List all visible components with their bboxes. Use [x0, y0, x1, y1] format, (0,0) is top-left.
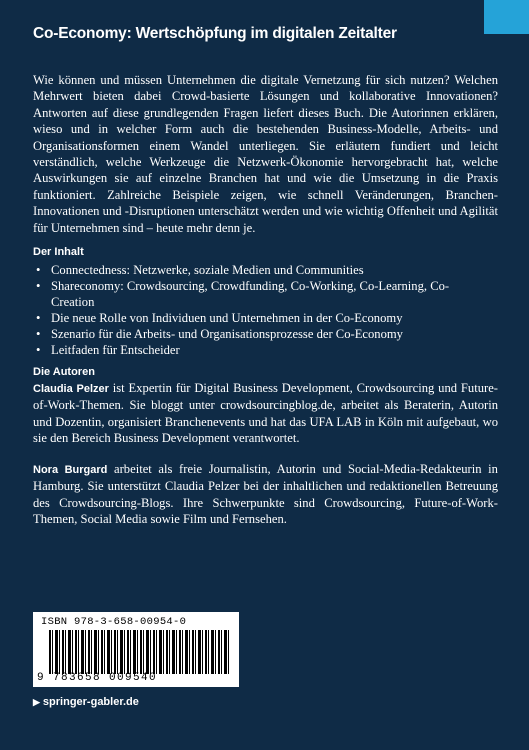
list-item: • Shareconomy: Crowdsourcing, Crowdfunding, Co-Working, Co-Learning, Co-Creation — [36, 279, 450, 310]
accent-block — [484, 0, 529, 34]
author-bio-text: arbeitet als freie Journalistin, Autorin und Social-Media-Redakteurin in Hamburg. Sie unterstützt Claudia Pelzer bei der inhaltlichen und redaktionellen Betreuung des Crowdsourcing-Blogs. Ihre Schwerpunkte sind Crowdsourcing, Future-of-Work-Themen, Social Media sowie Film und Fernsehen. — [33, 462, 498, 527]
website-text: springer-gabler.de — [42, 696, 139, 708]
barcode-digits: 9 783658 009540 — [37, 672, 158, 684]
list-item: • Szenario für die Arbeits- und Organisationsprozesse der Co-Economy — [36, 327, 403, 342]
authors-heading: Die Autoren — [33, 366, 95, 378]
author-bio-nora — [33, 461, 498, 528]
list-item: • Leitfaden für Entscheider — [36, 343, 180, 358]
contents-heading: Der Inhalt — [33, 246, 84, 258]
isbn-label: ISBN 978-3-658-00954-0 — [41, 616, 187, 628]
author-bio-text: ist Expertin für Digital Business Development, Crowdsourcing und Future-of-Work-Themen. Sie bloggt unter crowdsourcingblog.de, arbeitet als Beraterin, Autorin und Dozentin, organisiert Branchenevents und hat das UFA LAB in Köln mit aufgebaut, wo sie den Bereich Business Development verantwortet. — [33, 381, 498, 446]
contents-list — [33, 262, 473, 359]
list-item: • Connectedness: Netzwerke, soziale Medien und Communities — [36, 263, 364, 277]
bullet-icon: • — [36, 327, 41, 342]
arrow-icon: ▶ — [33, 697, 40, 707]
barcode-bars — [49, 630, 229, 674]
book-title: Co-Economy: Wertschöpfung im digitalen Zeitalter — [33, 25, 397, 42]
bullet-icon: • — [36, 279, 41, 294]
barcode — [33, 612, 239, 687]
bullet-icon: • — [36, 263, 41, 277]
author-name: Nora Burgard — [33, 464, 108, 476]
author-name: Claudia Pelzer — [33, 383, 109, 395]
list-item: • Die neue Rolle von Individuen und Unternehmen in der Co-Economy — [36, 311, 403, 326]
intro-paragraph: Wie können und müssen Unternehmen die digitale Vernetzung für sich nutzen? Welchen Mehrwert bieten dabei Crowd-basierte Lösungen und kollaborative Innovationen? Antworten auf diese grundlegenden Fragen liefert dieses Buch. Die Autorinnen erklären, wieso und in welcher Form auch die bestehenden Business-Modelle, Arbeits- und Organisationsformen einem Wandel unterliegen. Sie erläutern fundiert und leicht verständlich, welche Werkzeuge die Netzwerk-Ökonomie hervorgebracht hat, welche Auswirkungen sie auf einzelne Branchen hat und wie die Umsetzung in die Praxis funktioniert. Zahlreiche Beispiele zeigen, wie schnell Veränderungen, Branchen-Innovationen und -Disruptionen unterschätzt werden und wie wichtig Offenheit und Agilität für Unternehmen sind – heute mehr denn je. — [33, 73, 498, 235]
bullet-icon: • — [36, 343, 41, 358]
author-bio-claudia — [33, 380, 498, 447]
bullet-icon: • — [36, 311, 41, 326]
website-link[interactable] — [33, 696, 139, 708]
